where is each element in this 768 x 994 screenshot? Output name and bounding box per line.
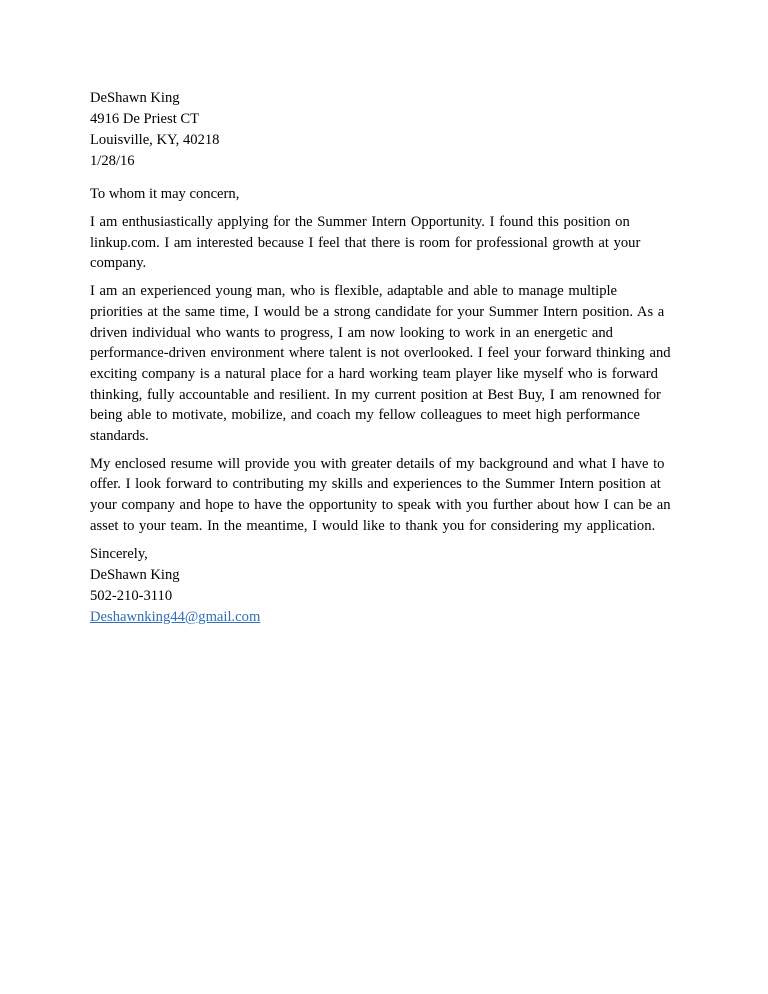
paragraph-line: I am an experienced young man, who is flexible, adaptable and able to manage multiple xyxy=(90,283,618,300)
paragraph-line: I am enthusiastically applying for the Summer Intern Opportunity. I found this position on xyxy=(90,214,630,230)
cover-letter xyxy=(90,88,680,628)
paragraph-line: linkup.com. I am interested because I feel that there is room for professional growth at your xyxy=(90,234,641,251)
signature-block xyxy=(90,544,680,628)
signer-name: DeShawn King xyxy=(90,566,180,583)
paragraph-line: driven individual who wants to progress, I am now looking to work in an energetic and xyxy=(90,324,613,341)
paragraph-line: being able to motivate, mobilize, and coach my fellow colleagues to meet high performance xyxy=(90,407,640,424)
salutation-block xyxy=(90,184,680,205)
paragraph-line: My enclosed resume will provide you with greater details of my background and what I have to xyxy=(90,455,665,472)
paragraph-closing xyxy=(90,454,680,537)
spacer xyxy=(90,537,680,544)
signoff: Sincerely, xyxy=(90,545,148,562)
paragraph-line: offer. I look forward to contributing my skills and experiences to the Summer Intern position at xyxy=(90,476,661,493)
paragraph-line: standards. xyxy=(90,428,149,445)
paragraph-line: your company and hope to have the opportunity to speak with you further about how I can be an xyxy=(90,497,671,514)
sender-street: 4916 De Priest CT xyxy=(90,111,200,127)
sender-city: Louisville, KY, 40218 xyxy=(90,132,220,148)
paragraph-line: performance-driven environment where talent is not overlooked. I feel your forward thinking and xyxy=(90,345,671,362)
email-link[interactable]: Deshawnking44@gmail.com xyxy=(90,608,261,625)
spacer xyxy=(90,447,680,454)
paragraph-experience xyxy=(90,281,680,447)
letter-date: 1/28/16 xyxy=(90,153,135,169)
spacer xyxy=(90,205,680,212)
paragraph-line: thinking, fully accountable and resilient. In my current position at Best Buy, I am renowned for xyxy=(90,386,661,403)
paragraph-intro xyxy=(90,212,680,274)
sender-address-block xyxy=(90,88,680,172)
salutation: To whom it may concern, xyxy=(90,186,240,202)
spacer xyxy=(90,274,680,281)
paragraph-line: company. xyxy=(90,255,147,272)
spacer xyxy=(90,172,680,184)
paragraph-line: priorities at the same time, I would be a strong candidate for your Summer Intern position. As a xyxy=(90,303,665,320)
signer-phone: 502-210-3110 xyxy=(90,587,173,604)
paragraph-line: asset to your team. In the meantime, I would like to thank you for considering my application. xyxy=(90,517,656,534)
sender-name: DeShawn King xyxy=(90,90,180,106)
paragraph-line: exciting company is a natural place for a hard working team player like myself who is forward xyxy=(90,365,658,382)
